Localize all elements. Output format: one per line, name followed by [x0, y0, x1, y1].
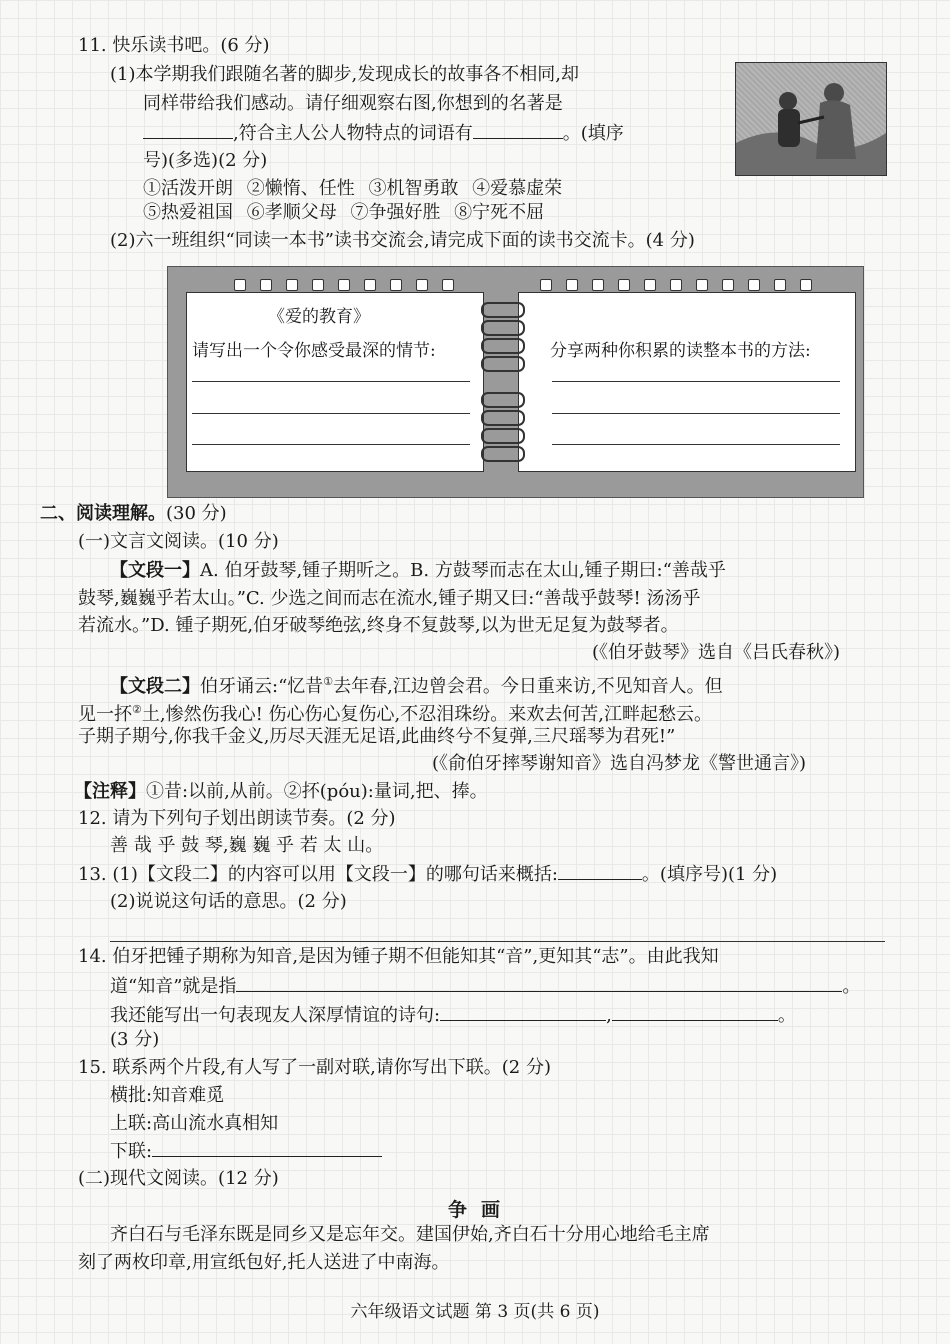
- answer-blank-q14-meaning[interactable]: [236, 973, 842, 992]
- page-footer: 六年级语文试题 第 3 页(共 6 页): [350, 1302, 600, 1322]
- answer-blank-book[interactable]: [143, 120, 233, 139]
- q11-title: 11. 快乐读书吧。(6 分): [78, 35, 270, 56]
- q14-line1: 14. 伯牙把锺子期称为知音,是因为锺子期不但能知其“音”,更知其“志”。由此我知: [78, 946, 719, 967]
- answer-blank-q14-poem1[interactable]: [440, 1002, 606, 1021]
- q14-line2: 道“知音”就是指 。: [110, 973, 860, 1000]
- card-hole: [722, 279, 734, 291]
- q15-title: 15. 联系两个片段,有人写了一副对联,请你写出下联。(2 分): [78, 1057, 552, 1078]
- q11-options-row2: ⑤热爱祖国 ⑥孝顺父母 ⑦争强好胜 ⑧宁死不屈: [143, 202, 545, 223]
- spiral-ring: [481, 428, 525, 444]
- para2-line1: 【文段二】伯牙诵云:“忆昔①去年春,江边曾会君。今日重来访,不见知音人。但: [110, 675, 723, 697]
- card-hole: [260, 279, 272, 291]
- q14-line3: 我还能写出一句表现友人深厚情谊的诗句: , 。: [110, 1002, 796, 1029]
- para1-line3: 若流水。”D. 锺子期死,伯牙破琴绝弦,终身不复鼓琴,以为世无足复为鼓琴者。: [78, 615, 679, 636]
- q11-1-line3: ,符合主人公人物特点的词语有 。(填序: [143, 120, 624, 147]
- q14-score: (3 分): [110, 1029, 160, 1050]
- card-answer-line[interactable]: [552, 444, 840, 445]
- card-hole: [338, 279, 350, 291]
- q11-1-line1: (1)本学期我们跟随名著的脚步,发现成长的故事各不相同,却: [110, 64, 579, 85]
- card-hole: [390, 279, 402, 291]
- card-hole: [442, 279, 454, 291]
- para2-line3: 子期子期兮,你我千金义,历尽天涯无足语,此曲终兮不复弹,三尺瑶琴为君死!”: [78, 726, 676, 747]
- q11-2-text: (2)六一班组织“同读一本书”读书交流会,请完成下面的读书交流卡。(4 分): [110, 230, 695, 251]
- essay-line2: 刻了两枚印章,用宣纸包好,托人送进了中南海。: [78, 1252, 450, 1273]
- card-hole: [800, 279, 812, 291]
- part1-heading: (一)文言文阅读。(10 分): [78, 531, 279, 552]
- q15-shanglian: 上联:高山流水真相知: [110, 1113, 279, 1134]
- section2-heading: 二、阅读理解。(30 分): [40, 503, 227, 524]
- card-hole: [592, 279, 604, 291]
- card-hole: [618, 279, 630, 291]
- card-hole: [696, 279, 708, 291]
- q12-sentence: 善 哉 乎 鼓 琴,巍 巍 乎 若 太 山。: [110, 835, 384, 856]
- card-hole: [566, 279, 578, 291]
- answer-blank-q13[interactable]: [558, 861, 642, 880]
- card-answer-line[interactable]: [192, 413, 470, 414]
- answer-blank-words[interactable]: [473, 120, 563, 139]
- card-hole: [670, 279, 682, 291]
- answer-blank-q15[interactable]: [152, 1138, 382, 1157]
- card-hole: [364, 279, 376, 291]
- spiral-ring: [481, 320, 525, 336]
- card-answer-line[interactable]: [192, 444, 470, 445]
- essay-title: 争画: [448, 1199, 515, 1221]
- spiral-ring: [481, 410, 525, 426]
- card-left-prompt: 请写出一个令你感受最深的情节:: [192, 341, 436, 361]
- q11-1-line4: 号)(多选)(2 分): [143, 150, 268, 171]
- para1-line2: 鼓琴,巍巍乎若太山。”C. 少选之间而志在流水,锺子期又曰:“善哉乎鼓琴! 汤汤乎: [78, 588, 701, 609]
- card-hole: [312, 279, 324, 291]
- q11-1-line2: 同样带给我们感动。请仔细观察右图,你想到的名著是: [143, 93, 563, 114]
- card-hole: [234, 279, 246, 291]
- card-hole: [286, 279, 298, 291]
- part2-heading: (二)现代文阅读。(12 分): [78, 1168, 279, 1189]
- spiral-ring: [481, 302, 525, 318]
- q13-2: (2)说说这句话的意思。(2 分): [110, 891, 347, 912]
- spiral-ring: [481, 446, 525, 462]
- card-answer-line[interactable]: [552, 381, 840, 382]
- card-book-title: 《爱的教育》: [268, 307, 370, 327]
- book-illustration-photo: [735, 62, 887, 176]
- answer-blank-q14-poem2[interactable]: [612, 1002, 778, 1021]
- spiral-ring: [481, 392, 525, 408]
- q12-title: 12. 请为下列句子划出朗读节奏。(2 分): [78, 808, 396, 829]
- para2-source: (《俞伯牙摔琴谢知音》选自冯梦龙《警世通言》): [432, 753, 807, 774]
- q15-hengpi: 横批:知音难觅: [110, 1085, 225, 1106]
- spiral-ring: [481, 356, 525, 372]
- q11-options-row1: ①活泼开朗 ②懒惰、任性 ③机智勇敢 ④爱慕虚荣: [143, 178, 563, 199]
- card-hole: [748, 279, 760, 291]
- card-hole: [774, 279, 786, 291]
- notes: 【注释】①昔:以前,从前。②抔(póu):量词,把、捧。: [74, 781, 488, 802]
- card-hole: [416, 279, 428, 291]
- answer-line-q13[interactable]: [110, 941, 885, 942]
- card-answer-line[interactable]: [192, 381, 470, 382]
- q15-xialian: 下联:: [110, 1138, 382, 1165]
- card-hole: [644, 279, 656, 291]
- card-right-page: [518, 292, 856, 472]
- para1-line1: 【文段一】A. 伯牙鼓琴,锺子期听之。B. 方鼓琴而志在太山,锺子期曰:“善哉乎: [110, 560, 726, 581]
- card-hole: [540, 279, 552, 291]
- essay-line1: 齐白石与毛泽东既是同乡又是忘年交。建国伊始,齐白石十分用心地给毛主席: [110, 1224, 710, 1245]
- card-answer-line[interactable]: [552, 413, 840, 414]
- q13-1: 13. (1)【文段二】的内容可以用【文段一】的哪句话来概括: 。(填序号)(1 分): [78, 861, 777, 888]
- para2-line2: 见一抔②土,惨然伤我心! 伤心伤心复伤心,不忍泪珠纷。来欢去何苦,江畔起愁云。: [78, 703, 712, 725]
- para1-source: (《伯牙鼓琴》选自《吕氏春秋》): [592, 642, 841, 663]
- card-right-prompt: 分享两种你积累的读整本书的方法:: [550, 341, 811, 361]
- spiral-ring: [481, 338, 525, 354]
